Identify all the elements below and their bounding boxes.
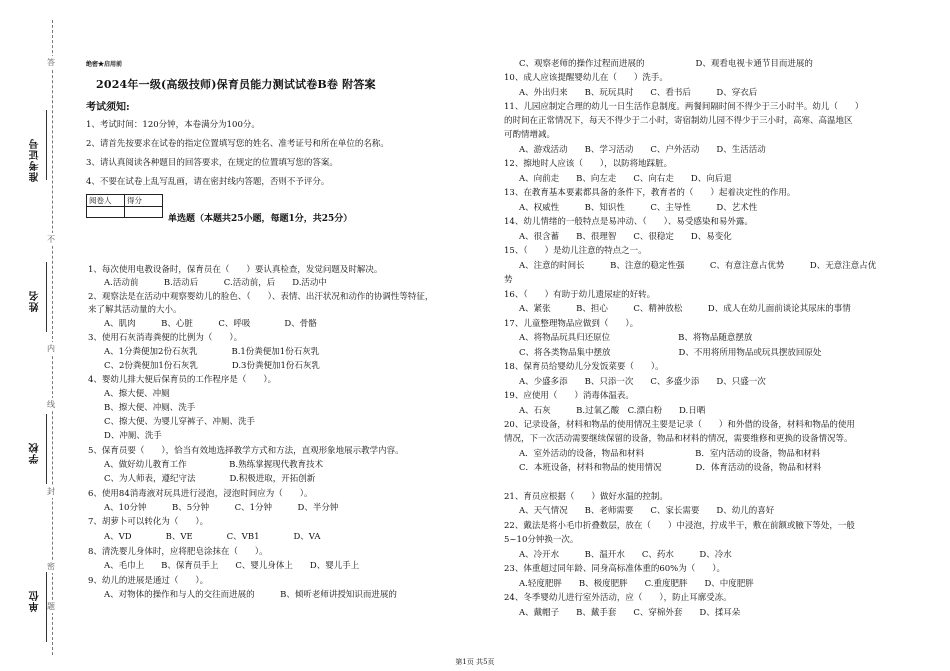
unit-label: 单位	[30, 590, 41, 612]
question-left-line: 7、胡萝卜可以转化为（ ）。	[88, 517, 209, 527]
page-footer: 第1页 共5页	[455, 658, 495, 666]
question-right-line: C．本班设备，材料和物品的使用情况 D．体育活动的设备，物品和材料	[519, 463, 822, 473]
question-right-line: A、权威性 B、知识性 C、主导性 D、艺术性	[519, 203, 758, 213]
question-right-line: 18、保育员给婴幼儿分发饭菜要（ ）。	[504, 362, 664, 372]
question-right-line: 10、成人应该提醒婴幼儿在（ ）洗手。	[504, 73, 668, 83]
score-box	[86, 194, 163, 218]
question-left-line: 2、观察法是在活动中观察婴幼儿的脸色、（ ）、表情、出汗状况和动作的协调性等特征，	[88, 292, 434, 302]
question-left-line: 8、清洗婴儿身体时，应将肥皂涂抹在（ ）。	[88, 547, 268, 557]
question-left-line: C、2份粪便加1份石灰乳 D.3份粪便加1份石灰乳	[104, 361, 320, 371]
instruction-item: 3、请认真阅读各种题目的回答要求，在规定的位置填写您的答案。	[86, 158, 338, 168]
question-left-line: A、VD B、VE C、VB1 D、VA	[104, 532, 321, 542]
binding-char-top: 答	[47, 58, 55, 67]
instructions-heading: 考试须知:	[86, 102, 130, 113]
grader-label: 阅卷人	[87, 195, 125, 207]
name-line	[46, 262, 47, 332]
school-label: 学校	[30, 442, 41, 464]
binding-char-1: 不	[47, 235, 55, 244]
binding-char-2: 内	[47, 344, 55, 353]
question-right-line: A、游戏活动 B、学习活动 C、户外活动 D、生活活动	[519, 145, 766, 155]
question-right-line: 16、（ ）有助于幼儿遗尿症的好转。	[504, 290, 656, 300]
question-right-line: A、向前走 B、向左走 C、向右走 D、向后退	[519, 174, 732, 184]
school-line	[46, 414, 47, 484]
score-cell[interactable]	[125, 207, 163, 218]
exam-number-line	[46, 110, 47, 180]
question-right-line: 24、冬季婴幼儿进行室外活动，应（ ），防止耳廓受冻。	[504, 593, 732, 603]
question-left-line: C、为人师表，遵纪守法 D.积极进取，开拓创新	[104, 474, 316, 484]
question-left-line: D、冲厕、洗手	[104, 431, 162, 441]
question-left-line: A、对物体的操作和与人的交往而进展的 B、倾听老师讲授知识而进展的	[104, 590, 397, 600]
question-right-line: C、将各类物品集中摆放 D、不用将所用物品或玩具摆放回原处	[519, 348, 822, 358]
question-right-line: 5~10分钟换一次。	[504, 535, 579, 545]
question-right-line: 20、记录设备，材料和物品的使用情况主要是记录（ ）和外借的设备，材料和物品的使用	[504, 420, 855, 430]
question-left-line: A.活动前 B.活动后 C.活动前，后 D.活动中	[104, 278, 327, 288]
question-right-line: A、戴帽子 B、戴手套 C、穿棉外套 D、揉耳朵	[519, 608, 741, 618]
instruction-item: 2、请首先按要求在试卷的指定位置填写您的姓名、准考证号和所在单位的名称。	[86, 139, 389, 149]
question-right-line: 11、儿园应制定合理的幼儿一日生活作息制度。两餐间隔时间不得少于三小时半。幼儿（ ）	[504, 102, 864, 112]
question-right-line: 17、儿童整理物品应做到（ ）。	[504, 319, 639, 329]
binding-margin	[0, 0, 78, 671]
question-right-line: C、观察老师的操作过程而进展的 D、观看电视卡通节目而进展的	[519, 59, 813, 69]
question-right-line: 12、擦地时人应该（ ），以防将地踩脏。	[504, 159, 673, 169]
question-left-line: 5、保育员要（ ），恰当有效地选择教学方式和方法，直观形象地展示教学内容。	[88, 446, 404, 456]
question-left-line: C、擦大便、为婴儿穿裤子、冲厕、洗手	[104, 417, 256, 427]
question-left-line: A、擦大便、冲厕	[104, 389, 170, 399]
question-left-line: 3、使用石灰消毒粪便的比例为（ ）。	[88, 333, 243, 343]
page-title: 2024年一级(高级技师)保育员能力测试试卷B卷 附答案	[96, 78, 376, 91]
question-right-line: A、将物品玩具归还原位 B、将物品随意摆放	[519, 333, 753, 343]
question-right-line: 19、应使用（ ）消毒体温表。	[504, 391, 634, 401]
question-left-line: 6、使用84消毒液对玩具进行浸泡，浸泡时间应为（ ）。	[88, 489, 313, 499]
question-left-line: 1、每次使用电教设备时，保育员在（ ）要认真检查，发觉问题及时解决。	[88, 265, 383, 275]
question-right-line: 21、育员应根据（ ）做好水温的控制。	[504, 492, 668, 502]
question-left-line: 来了解其活动量的大小。	[88, 305, 182, 315]
question-right-line: A、天气情况 B、老师需要 C、家长需要 D、幼儿的喜好	[519, 506, 775, 516]
question-right-line: 势	[504, 275, 513, 285]
question-right-line: A．室外活动的设备，物品和材料 B．室内活动的设备，物品和材料	[519, 449, 821, 459]
question-right-line: 14、幼儿情绪的一般特点是易冲动、（ ）、易受感染和易外露。	[504, 217, 753, 227]
question-right-line: 情况，下一次活动需要继续保留的设备，物品和材料的情况，需要维修和更换的设备情况等。	[504, 434, 853, 444]
question-right-line: A、石灰 B.过氧乙酸 C.漂白粉 D.日晒	[519, 406, 706, 416]
question-left-line: B、擦大便、冲厕、洗手	[104, 403, 196, 413]
question-left-line: 9、幼儿的进展是通过（ ）。	[88, 576, 209, 586]
question-right-line: A、少盛多添 B、只添一次 C、多盛少添 D、只盛一次	[519, 377, 766, 387]
binding-char-bottom: 题	[47, 602, 55, 611]
question-left-line: A、做好幼儿教育工作 B.熟练掌握现代教育技术	[104, 460, 324, 470]
instruction-item: 1、考试时间：120分钟，本卷满分为100分。	[86, 120, 260, 130]
question-left-line: A、10分钟 B、5分钟 C、1分钟 D、半分钟	[104, 503, 339, 513]
question-right-line: 22、戴法是将小毛巾折叠数层，放在（ ）中浸泡，拧成半干，敷在前额或腋下等处，一般	[504, 521, 855, 531]
question-left-line: A、1分粪便加2份石灰乳 B.1份粪便加1份石灰乳	[104, 347, 320, 357]
section-title: 单选题（本题共25小题，每题1分，共25分）	[168, 214, 353, 224]
question-right-line: 可酌情增减。	[504, 130, 556, 140]
binding-char-5: 密	[47, 562, 55, 571]
question-left-line: A、毛巾上 B、保育员手上 C、婴儿身体上 D、婴儿手上	[104, 561, 360, 571]
question-right-line: 13、在教育基本要素都具备的条件下，教育者的（ ）起着决定性的作用。	[504, 188, 796, 198]
question-right-line: A、注意的时间长 B、注意的稳定性强 C、有意注意占优势 D、无意注意占优	[519, 261, 877, 271]
question-right-line: A、很含蓄 B、很理智 C、很稳定 D、易变化	[519, 232, 732, 242]
binding-char-3: 线	[47, 400, 55, 409]
score-label: 得分	[125, 195, 163, 207]
instruction-item: 4、不要在试卷上乱写乱画，请在密封线内答题，否则不予评分。	[86, 177, 330, 187]
name-label: 姓名	[30, 290, 41, 312]
question-right-line: 的时间在正常情况下，每天不得少于二小时，寄宿制幼儿园不得少于三小时，高寒、高温地区	[504, 116, 853, 126]
question-left-line: 4、婴幼儿排大便后保育员的工作程序是（ ）。	[88, 375, 277, 385]
question-right-line: A.轻度肥胖 B、极度肥胖 C.重度肥胖 D、中度肥胖	[519, 579, 754, 589]
binding-char-4: 封	[47, 487, 55, 496]
question-right-line: A、冷开水 B、温开水 C、药水 D、冷水	[519, 550, 732, 560]
question-right-line: 15、（ ）是幼儿注意的特点之一。	[504, 246, 647, 256]
question-right-line: A、紧张 B、担心 C、精神放松 D、成人在幼儿面前谈论其尿床的事情	[519, 304, 851, 314]
secret-mark: 绝密★启用前	[86, 61, 123, 68]
exam-number-label: 准考证号	[30, 138, 41, 182]
question-right-line: 23、体重超过同年龄、同身高标准体重的60%为（ ）。	[504, 564, 725, 574]
question-right-line: A、外出归来 B、玩玩具时 C、看书后 D、穿衣后	[519, 88, 758, 98]
grader-cell[interactable]	[87, 207, 125, 218]
question-left-line: A、肌肉 B、心脏 C、呼吸 D、骨骼	[104, 319, 317, 329]
